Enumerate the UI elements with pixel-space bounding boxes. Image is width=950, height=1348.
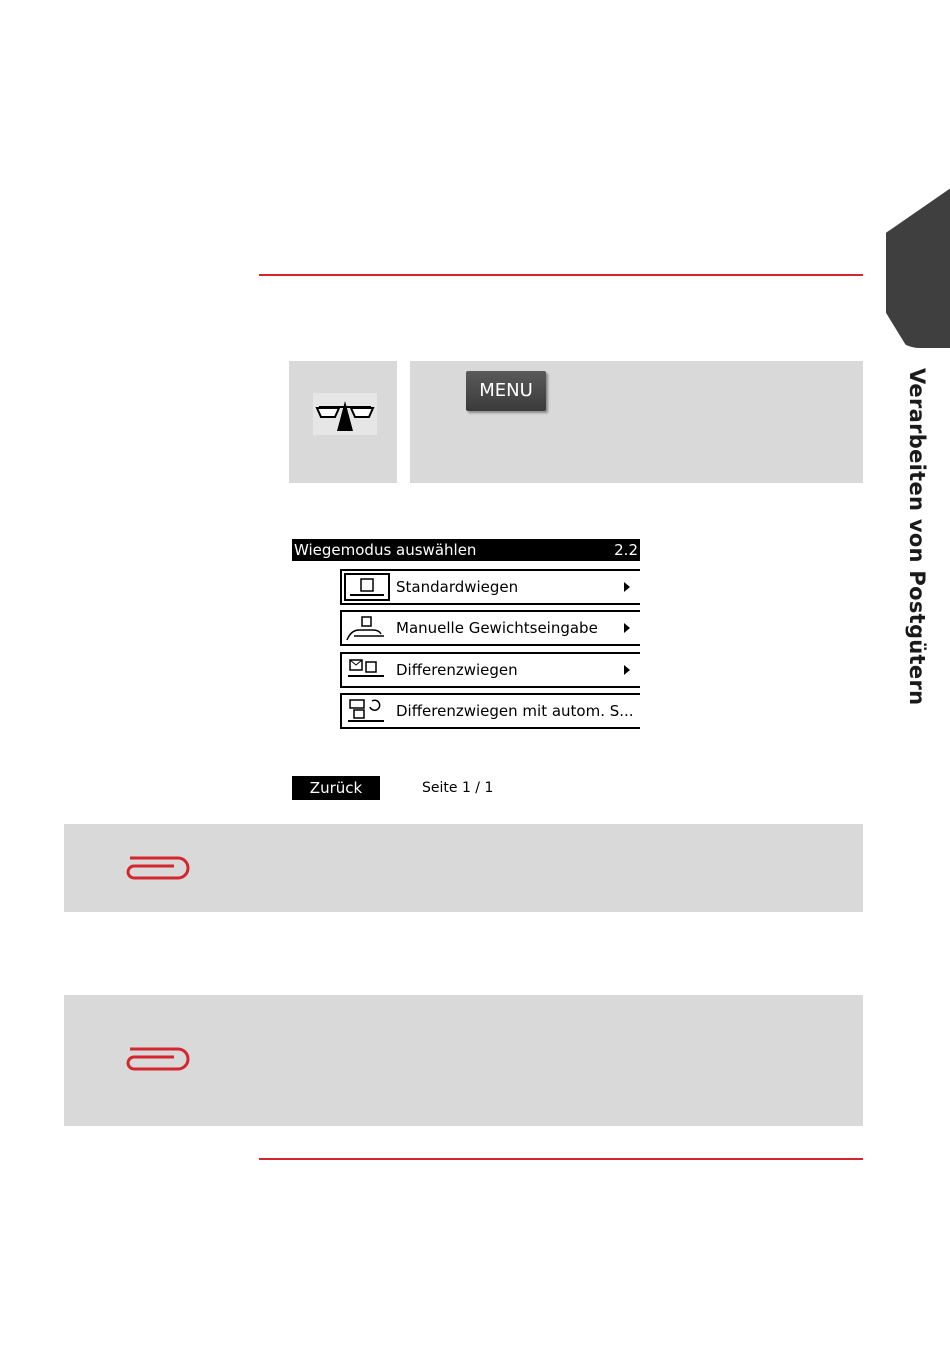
section-rule-bottom [259,1158,863,1160]
screen-title-bar [292,539,640,561]
step-icon-cell [289,361,397,483]
chevron-right-icon [624,623,630,633]
paperclip-icon [126,852,198,884]
chevron-right-icon [624,665,630,675]
auto-differential-icon [344,697,390,725]
menu-item-manuelle-gewichtseingabe[interactable] [340,610,640,646]
paperclip-icon [126,1043,198,1075]
note-box [64,824,863,912]
screen-title: Wiegemodus auswählen [294,541,477,559]
screen-number: 2.2 [614,541,638,559]
menu-item-standardwiegen[interactable] [340,569,640,605]
differential-weigh-icon [344,656,390,684]
chapter-title: Verarbeiten von Postgütern [905,368,929,706]
menu-item-label: Manuelle Gewichtseingabe [396,619,598,637]
menu-item-label: Differenzwiegen mit autom. S... [396,702,634,720]
chevron-right-icon [624,582,630,592]
menu-item-label: Standardwiegen [396,578,519,596]
back-button[interactable]: Zurück [292,776,380,800]
menu-key[interactable]: MENU [466,371,546,411]
menu-item-label: Differenzwiegen [396,661,518,679]
scale-weight-icon [344,573,390,601]
menu-item-differenzwiegen[interactable] [340,652,640,688]
menu-item-differenzwiegen-autom[interactable] [340,693,640,729]
manual-weight-icon [344,614,390,642]
chapter-tab [886,188,950,348]
scale-icon [313,393,377,435]
page-indicator: Seite 1 / 1 [422,780,494,796]
note-box [64,995,863,1126]
section-rule-top [259,274,863,276]
